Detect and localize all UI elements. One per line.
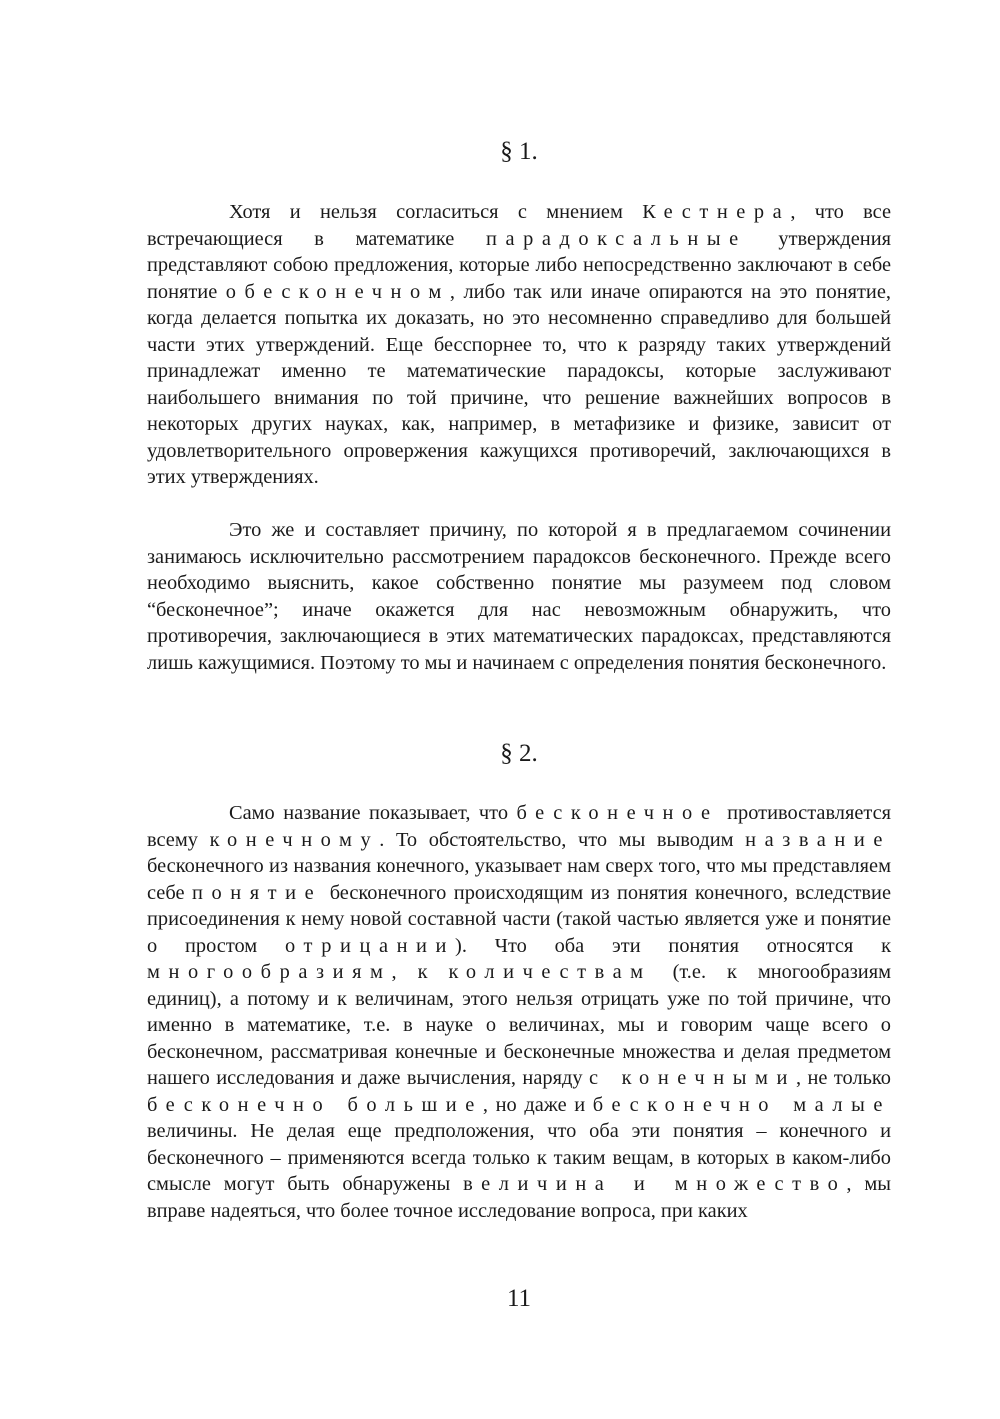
section-1-title: § 1.: [500, 138, 538, 165]
spaced-term: понятие: [191, 881, 323, 904]
section-2-title: § 2.: [500, 740, 538, 767]
section-2-paragraph-1: [147, 800, 891, 1224]
text-run: бесконечного происходящим из понятия конечного, вследствие присоединения к нему новой составной части (такой частью является уже и понятие о простом: [147, 881, 891, 957]
text-run: Хотя и нельзя согласиться с мнением: [229, 201, 643, 223]
text-run: , либо так или иначе опираются на это понятие, когда делается попытка их доказать, но это несомненно справедливо для большей части этих утверждений. Еще бесспорнее то, что к разряду таких утверждений принадлежат именно те математические парадоксы, которые заслуживают наибольшего внимания по той причине, что решение важнейших вопросов в некоторых других науках, как, например, в метафизике и физике, зависит от удовлетворительного опровержения кажущихся противоречий, заключающихся в этих утверждениях.: [147, 280, 891, 488]
spaced-term: бесконечное: [516, 802, 719, 824]
spaced-term: бесконечно малые: [592, 1093, 892, 1116]
section-1-paragraph-2: Это же и составляет причину, по которой я в предлагаемом сочинении занимаюсь исключительно рассмотрением парадоксов бесконечного. Прежде всего необходимо выяснить, какое собственно понятие мы разумеем под словом “бесконечное”; иначе окажется для нас невозможным обнаружить, что противоречия, заключающиеся в этих математических парадоксах, представляются лишь кажущимися. Поэтому то мы и начинаем с определения понятия бесконечного.: [147, 519, 891, 674]
text-run: . То обстоятельство, что мы выводим: [379, 828, 746, 851]
text-run: противоставляется всему: [147, 802, 891, 851]
spaced-term: с конечными: [588, 1067, 796, 1089]
spaced-term: отрицании: [285, 934, 456, 957]
text-run: , не только: [795, 1067, 891, 1089]
document-page: [147, 0, 891, 1419]
text-run: Само название показывает, что: [229, 802, 517, 824]
page-number: 11: [506, 1285, 532, 1312]
spaced-term-paradoxical: парадоксальные: [485, 227, 747, 250]
spaced-term: величина и множество: [463, 1173, 847, 1195]
text-run: величины. Не делая еще предположения, что оба эти понятия – конечного и бесконечного – применяются всегда только к таким вещам, в которых в каком-либо смысле могут быть обнаружены: [147, 1120, 891, 1195]
text-run: , но даже и: [482, 1093, 593, 1116]
text-run: ). Что оба эти понятия относятся к: [455, 934, 891, 957]
spaced-term: бесконечно большие: [147, 1093, 483, 1116]
text-run: утверждения представляют собою предложения, которые либо непосредственно заключают в себе понятие о: [147, 227, 891, 303]
spaced-term: многообразиям: [147, 961, 392, 983]
text-run: (т.е. к многообразиям единиц), а потому и к величинам, этого нельзя отрицать уже по той причине, что именно в математике, т.е. в науке о величинах, мы и говорим чаще всего о бесконечном, рассматривая конечные и бесконечные множества и делая предметом нашего исследования и даже вычисления, наряду: [147, 961, 891, 1089]
text-run: , мы вправе надеяться, что более точное исследование вопроса, при каких: [147, 1173, 891, 1222]
spaced-term-infinite: бесконечном: [244, 280, 450, 303]
spaced-term: конечному: [209, 828, 380, 851]
text-run: , что все встречающиеся в математике: [147, 201, 892, 250]
spaced-term: название: [745, 828, 891, 851]
text-run: бесконечного из названия конечного, указывает нам сверх того, что мы представляем себе: [147, 855, 891, 904]
spaced-term: количествам: [448, 961, 652, 983]
text-run: , к: [391, 961, 449, 983]
spaced-term-kestner: Кестнера: [642, 201, 791, 223]
section-1-paragraph-1: [147, 199, 891, 491]
